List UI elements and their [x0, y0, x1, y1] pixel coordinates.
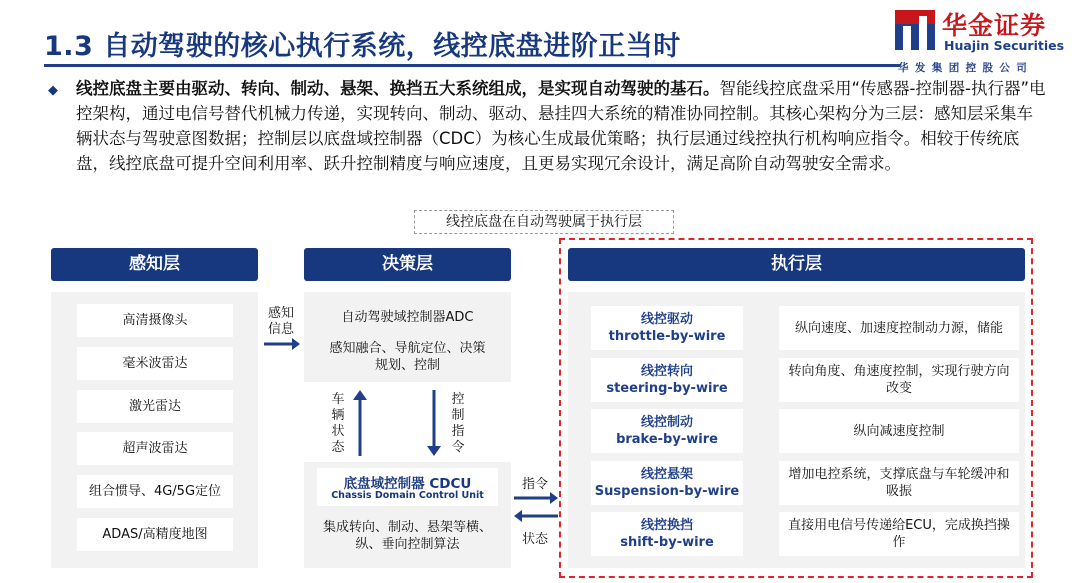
- sensor-ultrasonic-radar: 超声波雷达: [77, 432, 233, 465]
- down-arrow-icon: [427, 390, 441, 456]
- sensor-ins-positioning: 组合惯导、4G/5G定位: [77, 475, 233, 508]
- command-label: 指令: [521, 477, 548, 492]
- cdcu-description: 集成转向、制动、悬架等横、纵、垂向控制算法: [322, 520, 492, 552]
- exec-name-en: Suspension-by-wire: [594, 484, 740, 499]
- title-underline: [44, 64, 900, 67]
- vehicle-state-label: 车辆状态: [331, 392, 345, 455]
- exec-desc-brake: 纵向减速度控制: [779, 409, 1019, 453]
- decision-layer-header: 决策层: [304, 248, 511, 281]
- exec-desc-steering: 转向角度、角速度控制，实现行驶方向改变: [779, 358, 1019, 402]
- diamond-bullet-icon: ◆: [48, 83, 58, 98]
- intro-bold: 线控底盘主要由驱动、转向、制动、悬架、换挡五大系统组成，是实现自动驾驶的基石。: [76, 79, 720, 98]
- intro-text: 智能线控底盘采用“传感器-控制器-执行器”电控架构，通过电信号替代机械力传递，实现转向、制动、驱动、悬挂四大系统的精准协同控制。其核心架构分为三层：感知层采集车辆状态与驾驶意图数据；控制层以底盘域控制器（CDC）为核心生成最优策略；执行层通过线控执行机构响应指令。相较于传统底盘，线控底盘可提升空间利用率、跃升控制精度与响应速度，且更易实现冗余设计，满足高阶自动驾驶安全需求。: [76, 79, 1046, 173]
- perception-info-label: 感知信息: [267, 306, 294, 337]
- perception-layer-header: 感知层: [51, 248, 258, 281]
- huajin-logo-icon: [893, 8, 937, 52]
- page-title: 1.3 自动驾驶的核心执行系统，线控底盘进阶正当时: [44, 31, 681, 62]
- control-command-label: 控制指令: [451, 392, 465, 455]
- exec-suspension-by-wire: [591, 461, 743, 505]
- cdcu-title: 底盘域控制器 CDCU: [343, 476, 472, 492]
- exec-desc-shift: 直接用电信号传递给ECU，完成换挡操作: [779, 512, 1019, 556]
- exec-shift-by-wire: [591, 512, 743, 556]
- exec-name-en: steering-by-wire: [606, 381, 728, 396]
- intro-paragraph: [76, 76, 1046, 176]
- command-right-arrow-icon: [514, 492, 558, 504]
- execution-layer-note: 线控底盘在自动驾驶属于执行层: [414, 210, 674, 234]
- exec-brake-by-wire: [591, 409, 743, 453]
- logo-subtitle: 华发集团控股公司: [898, 62, 1034, 74]
- sensor-lidar: 激光雷达: [77, 390, 233, 423]
- exec-name-cn: 线控换挡: [640, 518, 693, 533]
- exec-desc-suspension: 增加电控系统，支撑底盘与车轮缓冲和吸振: [779, 461, 1019, 505]
- state-left-arrow-icon: [514, 510, 558, 522]
- adc-description: 感知融合、导航定位、决策 规划、控制: [329, 341, 486, 373]
- exec-name-cn: 线控悬架: [640, 467, 693, 482]
- exec-name-en: throttle-by-wire: [608, 329, 726, 344]
- exec-name-cn: 线控转向: [640, 364, 693, 379]
- exec-name-en: shift-by-wire: [620, 535, 714, 550]
- sensor-adas-map: ADAS/高精度地图: [77, 518, 233, 551]
- adc-title: 自动驾驶域控制器ADC: [341, 310, 474, 325]
- cdcu-english-name: Chassis Domain Control Unit: [331, 490, 484, 501]
- exec-desc-throttle: 纵向速度、加速度控制动力源，储能: [779, 306, 1019, 350]
- execution-layer-header: 执行层: [568, 248, 1025, 281]
- exec-throttle-by-wire: [591, 306, 743, 350]
- exec-name-cn: 线控驱动: [640, 312, 693, 327]
- state-label: 状态: [521, 532, 548, 547]
- exec-steering-by-wire: [591, 358, 743, 402]
- exec-name-cn: 线控制动: [640, 415, 693, 430]
- sensor-hd-camera: 高清摄像头: [77, 304, 233, 337]
- logo-name-en: Huajin Securities: [944, 38, 1065, 53]
- logo-name-cn: 华金证券: [942, 11, 1047, 40]
- sensor-mmwave-radar: 毫米波雷达: [77, 347, 233, 380]
- up-arrow-icon: [353, 390, 367, 456]
- exec-name-en: brake-by-wire: [616, 432, 718, 447]
- right-arrow-icon: [264, 338, 300, 350]
